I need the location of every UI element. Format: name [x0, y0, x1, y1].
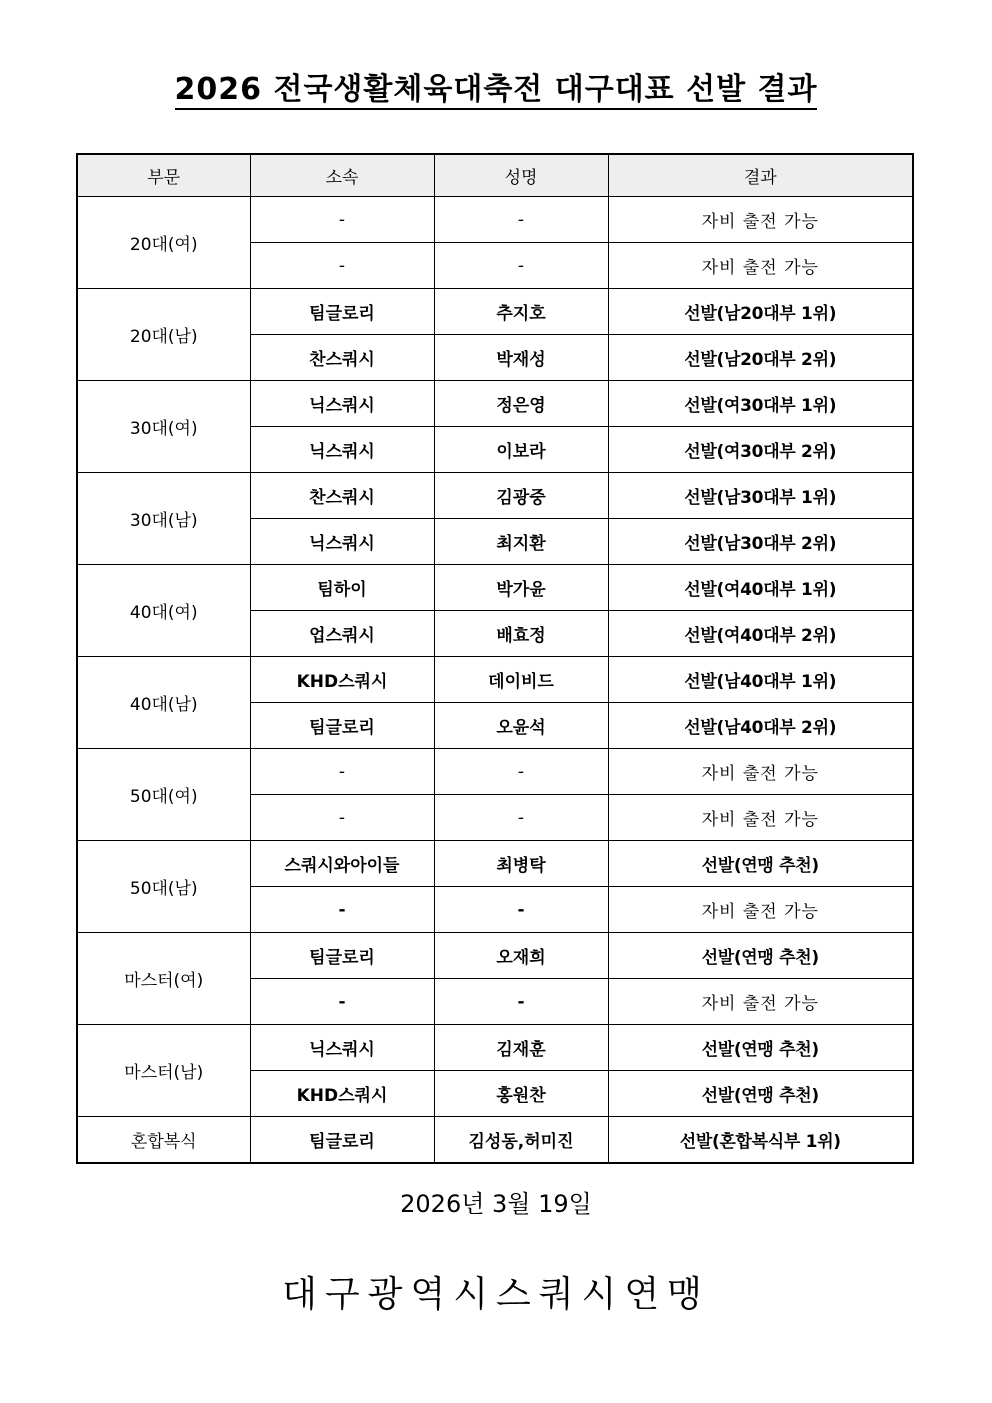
- result-cell: 자비 출전 가능: [608, 243, 913, 289]
- result-cell: 선발(여30대부 1위): [608, 381, 913, 427]
- club-cell: 찬스쿼시: [250, 335, 434, 381]
- name-cell: 홍원찬: [434, 1071, 608, 1117]
- name-cell: -: [434, 979, 608, 1025]
- division-cell: 50대(남): [77, 841, 250, 933]
- club-cell: 팀글로리: [250, 933, 434, 979]
- result-cell: 선발(여40대부 1위): [608, 565, 913, 611]
- results-body: [77, 197, 913, 1164]
- name-cell: 최병탁: [434, 841, 608, 887]
- result-cell: 선발(연맹 추천): [608, 933, 913, 979]
- result-cell: 선발(남40대부 1위): [608, 657, 913, 703]
- header-row: [77, 154, 913, 197]
- table-row: [77, 841, 913, 887]
- division-cell: 20대(여): [77, 197, 250, 289]
- club-cell: KHD스쿼시: [250, 1071, 434, 1117]
- header-division: 부문: [77, 154, 250, 197]
- club-cell: 팀글로리: [250, 703, 434, 749]
- name-cell: -: [434, 749, 608, 795]
- result-cell: 선발(남30대부 2위): [608, 519, 913, 565]
- club-cell: 찬스쿼시: [250, 473, 434, 519]
- club-cell: 스쿼시와아이들: [250, 841, 434, 887]
- result-cell: 선발(혼합복식부 1위): [608, 1117, 913, 1164]
- club-cell: 닉스쿼시: [250, 427, 434, 473]
- division-cell: 마스터(여): [77, 933, 250, 1025]
- name-cell: 오재희: [434, 933, 608, 979]
- club-cell: -: [250, 197, 434, 243]
- result-cell: 선발(여30대부 2위): [608, 427, 913, 473]
- name-cell: 추지호: [434, 289, 608, 335]
- result-cell: 선발(남20대부 1위): [608, 289, 913, 335]
- division-cell: 마스터(남): [77, 1025, 250, 1117]
- document-date: 2026년 3월 19일: [400, 1190, 592, 1218]
- name-cell: 오윤석: [434, 703, 608, 749]
- club-cell: 닉스쿼시: [250, 519, 434, 565]
- name-cell: 김재훈: [434, 1025, 608, 1071]
- division-cell: 30대(남): [77, 473, 250, 565]
- result-cell: 자비 출전 가능: [608, 979, 913, 1025]
- name-cell: -: [434, 243, 608, 289]
- document-title-wrap: [0, 64, 992, 108]
- table-row: [77, 749, 913, 795]
- division-cell: 20대(남): [77, 289, 250, 381]
- name-cell: 김광중: [434, 473, 608, 519]
- club-cell: 팀글로리: [250, 1117, 434, 1164]
- name-cell: 박재성: [434, 335, 608, 381]
- result-cell: 선발(남30대부 1위): [608, 473, 913, 519]
- table-row: [77, 1025, 913, 1071]
- result-cell: 자비 출전 가능: [608, 887, 913, 933]
- name-cell: 김성동,허미진: [434, 1117, 608, 1164]
- name-cell: 배효정: [434, 611, 608, 657]
- club-cell: -: [250, 243, 434, 289]
- header-club: 소속: [250, 154, 434, 197]
- name-cell: -: [434, 887, 608, 933]
- table-row: [77, 933, 913, 979]
- club-cell: 닉스쿼시: [250, 381, 434, 427]
- table-row: [77, 381, 913, 427]
- result-cell: 자비 출전 가능: [608, 795, 913, 841]
- club-cell: 닉스쿼시: [250, 1025, 434, 1071]
- club-cell: -: [250, 979, 434, 1025]
- table-row: [77, 473, 913, 519]
- result-cell: 선발(남40대부 2위): [608, 703, 913, 749]
- club-cell: 업스쿼시: [250, 611, 434, 657]
- header-name: 성명: [434, 154, 608, 197]
- name-cell: -: [434, 197, 608, 243]
- result-cell: 선발(연맹 추천): [608, 1025, 913, 1071]
- result-cell: 자비 출전 가능: [608, 197, 913, 243]
- club-cell: 팀하이: [250, 565, 434, 611]
- table-row: [77, 657, 913, 703]
- division-cell: 40대(여): [77, 565, 250, 657]
- club-cell: -: [250, 887, 434, 933]
- division-cell: 40대(남): [77, 657, 250, 749]
- result-cell: 선발(연맹 추천): [608, 841, 913, 887]
- header-result: 결과: [608, 154, 913, 197]
- name-cell: -: [434, 795, 608, 841]
- club-cell: 팀글로리: [250, 289, 434, 335]
- result-cell: 선발(여40대부 2위): [608, 611, 913, 657]
- name-cell: 이보라: [434, 427, 608, 473]
- result-cell: 자비 출전 가능: [608, 749, 913, 795]
- name-cell: 정은영: [434, 381, 608, 427]
- name-cell: 최지환: [434, 519, 608, 565]
- result-cell: 선발(연맹 추천): [608, 1071, 913, 1117]
- division-cell: 30대(여): [77, 381, 250, 473]
- club-cell: -: [250, 795, 434, 841]
- name-cell: 데이비드: [434, 657, 608, 703]
- club-cell: KHD스쿼시: [250, 657, 434, 703]
- table-row: [77, 565, 913, 611]
- organization-name: 대구광역시스쿼시연맹: [282, 1274, 710, 1315]
- document-title: 2026 전국생활체육대축전 대구대표 선발 결과: [175, 72, 818, 110]
- table-row: [77, 289, 913, 335]
- table-row: [77, 1117, 913, 1164]
- division-cell: 혼합복식: [77, 1117, 250, 1164]
- table-row: [77, 197, 913, 243]
- results-table: [76, 153, 914, 1164]
- club-cell: -: [250, 749, 434, 795]
- name-cell: 박가윤: [434, 565, 608, 611]
- result-cell: 선발(남20대부 2위): [608, 335, 913, 381]
- division-cell: 50대(여): [77, 749, 250, 841]
